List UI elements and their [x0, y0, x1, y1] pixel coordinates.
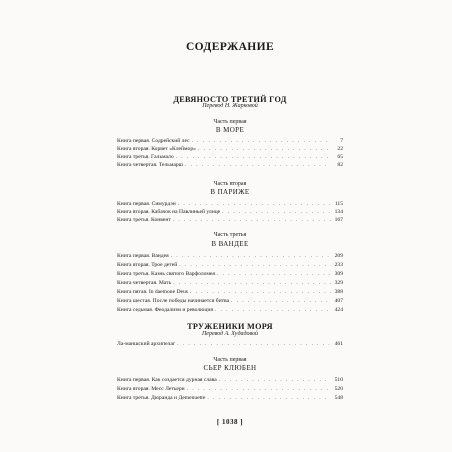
part-label: Часть первая — [213, 119, 247, 125]
toc-entry: Книга четвертая. Мать . . . 329 — [117, 280, 343, 287]
part-name: В ВАНДЕЕ — [211, 240, 249, 248]
toc-entry: Книга пятая. In daemone Deus . . . 388 — [117, 289, 343, 296]
toc-entry: Книга первая. Как создается дурная слава . . . 510 — [117, 377, 343, 384]
toc-entry: Книга первая. Содрейский лес . . . 7 — [117, 138, 343, 145]
page-title: СОДЕРЖАНИЕ — [185, 41, 275, 53]
toc-entry: Ла-маншский архипелаг . . . 461 — [117, 341, 343, 348]
part-label: Часть первая — [213, 357, 247, 363]
toc-entry: Книга третья. Конвент . . . 167 — [117, 217, 343, 224]
toc-entry: Книга третья. Казнь святого Варфоломея . . . 309 — [117, 271, 343, 278]
toc-entry: Книга первая. Симурдэн . . . 115 — [117, 201, 343, 208]
translator-credit: Перевод Н. Жарковой — [202, 103, 258, 109]
work-title: ТРУЖЕНИКИ МОРЯ — [187, 322, 273, 331]
part-label: Часть третья — [213, 232, 247, 238]
toc-entry: Книга четвертая. Тельмарш . . . 82 — [117, 162, 343, 169]
translator-credit: Перевод А. Худадовой — [201, 331, 259, 337]
toc-entry: Книга вторая. Корвет «Клеймор» . . . 22 — [117, 146, 343, 153]
toc-entry: Книга седьмая. Феодализм и революция . . . 424 — [117, 307, 343, 314]
toc-entry: Книга первая. Вандея . . . 209 — [117, 253, 343, 260]
part-name: В ПАРИЖЕ — [210, 188, 250, 196]
part-name: СЬЕР КЛЮБЕН — [203, 364, 257, 372]
part-name: В МОРЕ — [215, 126, 245, 134]
toc-entry: Книга вторая. Кабачок на Павлиньей улице . . . 134 — [117, 209, 343, 216]
toc-entry: Книга третья. Дюранда и Деmenuette . . . 548 — [117, 395, 343, 402]
work-title: ДЕВЯНОСТО ТРЕТИЙ ГОД — [173, 95, 287, 104]
toc-entry: Книга вторая. Месс Летьери . . . 520 — [117, 386, 343, 393]
part-label: Часть вторая — [213, 181, 247, 187]
page-number: [ 1038 ] — [216, 418, 244, 426]
toc-entry: Книга вторая. Трое детей . . . 233 — [117, 262, 343, 269]
toc-entry: Книга шестая. После победы начинается битва . . . 407 — [117, 298, 343, 305]
toc-entry: Книга третья. Гальмало . . . 65 — [117, 154, 343, 161]
